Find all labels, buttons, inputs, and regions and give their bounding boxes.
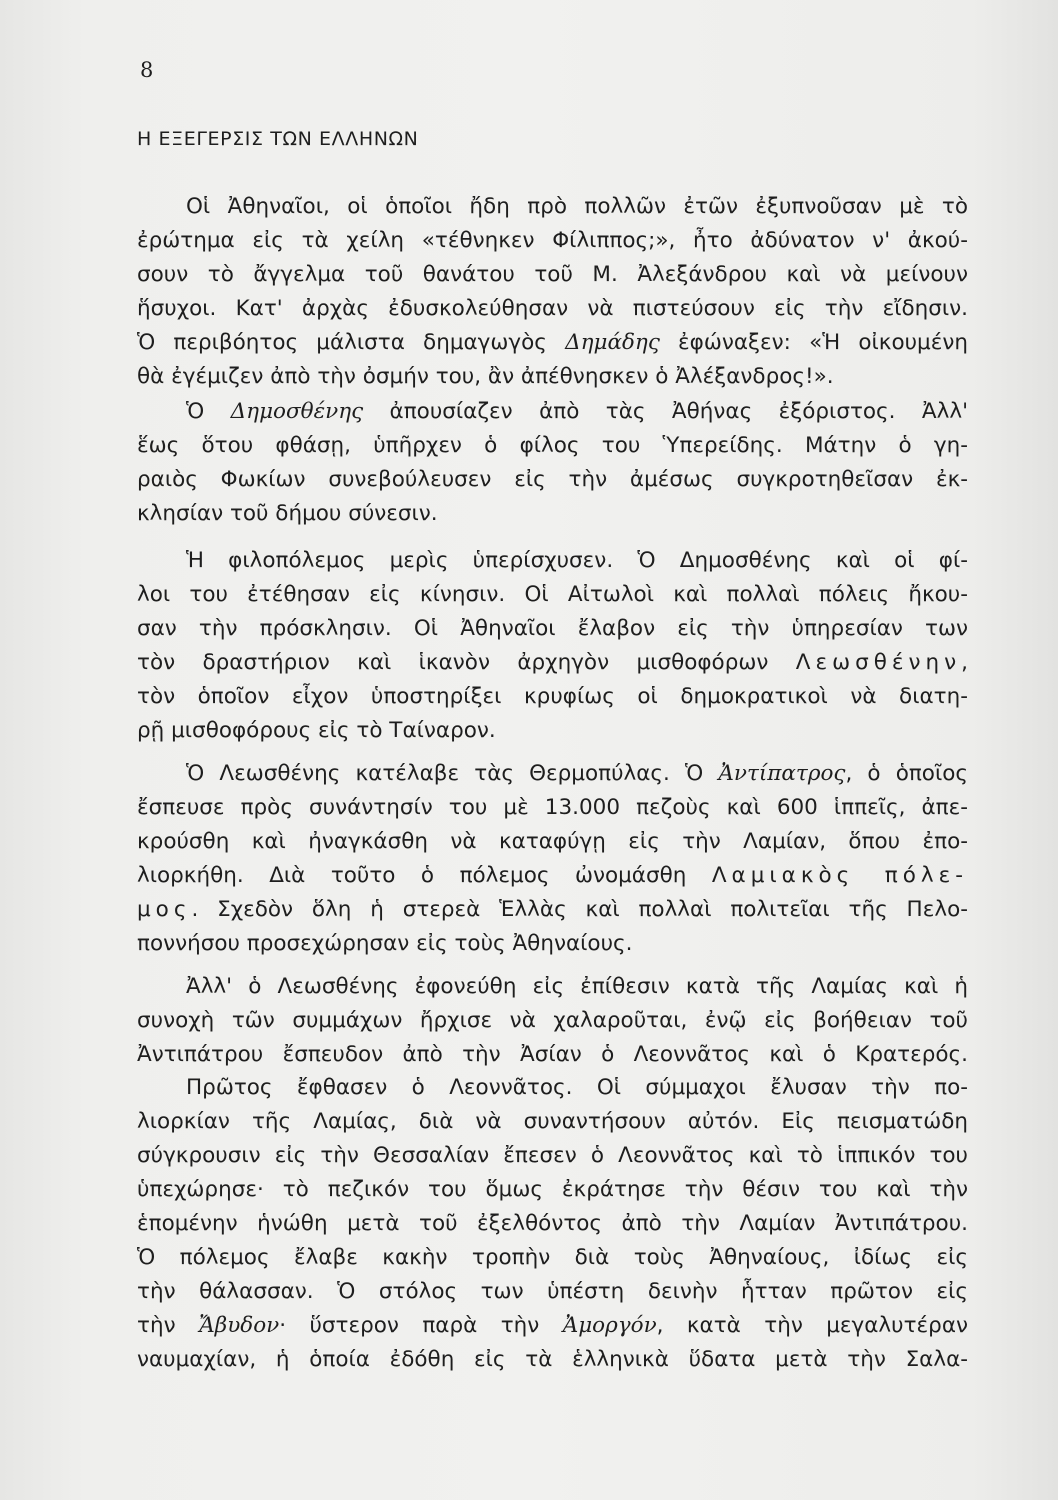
text-run: , ὁ ὁποῖος — [845, 761, 968, 786]
italic-name: Δημάδης — [565, 330, 660, 355]
text-run: τὸν δραστήριον καὶ ἱκανὸν ἀρχηγὸν μισθοφόρων — [137, 650, 796, 675]
text-line: ρῇ μισθοφόρους εἰς τὸ Ταίναρον. — [137, 718, 496, 743]
text-run: Ὁ περιβόητος μάλιστα δημαγωγὸς — [137, 330, 566, 355]
text-line — [137, 329, 968, 357]
italic-name: Ἄβυδον — [199, 1313, 280, 1338]
spaced-name: Λαμιακὸς πόλε- — [711, 863, 968, 888]
text-run: Ὁ — [186, 399, 231, 424]
text-run: λιορκήθη. Διὰ τοῦτο ὁ πόλεμος ὠνομάσθη — [137, 863, 712, 888]
text-line: ποννήσου προσεχώρησαν εἰς τοὺς Ἀθηναίους. — [137, 931, 633, 956]
italic-name: Ἀντίπατρος — [718, 761, 846, 786]
spaced-name: μος — [137, 897, 192, 922]
italic-name: Ἀμοργόν — [562, 1313, 657, 1338]
text-line: ἥσυχοι. Κατ' ἀρχὰς ἐδυσκολεύθησαν νὰ πιστεύσουν εἰς τὴν εἴδησιν. — [137, 296, 968, 321]
text-line: ναυμαχίαν, ἡ ὁποία ἐδόθη εἰς τὰ ἑλληνικὰ ὕδατα μετὰ τὴν Σαλα- — [137, 1347, 968, 1372]
text-line: ἕως ὅτου φθάσῃ, ὑπῆρχεν ὁ φίλος του Ὑπερείδης. Μάτην ὁ γη- — [137, 433, 968, 458]
text-run: , κατὰ τὴν μεγαλυτέραν — [656, 1313, 968, 1338]
text-line: Πρῶτος ἔφθασεν ὁ Λεοννᾶτος. Οἱ σύμμαχοι ἔλυσαν τὴν πο- — [186, 1075, 968, 1100]
text-line: ἔσπευσε πρὸς συνάντησίν του μὲ 13.000 πεζοὺς καὶ 600 ἱππεῖς, ἀπε- — [137, 795, 968, 820]
text-line — [186, 398, 968, 426]
text-line — [137, 862, 968, 890]
text-line: Ὁ πόλεμος ἔλαβε κακὴν τροπὴν διὰ τοὺς Ἀθηναίους, ἰδίως εἰς — [137, 1245, 968, 1270]
text-run: · ὕστερον παρὰ τὴν — [279, 1313, 563, 1338]
italic-name: Δημοσθένης — [230, 399, 364, 424]
text-line: λοι του ἐτέθησαν εἰς κίνησιν. Οἱ Αἰτωλοὶ καὶ πολλαὶ πόλεις ἤκου- — [137, 582, 968, 607]
running-head: Η ΕΞΕΓΕΡΣΙΣ ΤΩΝ ΕΛΛΗΝΩΝ — [137, 128, 419, 150]
text-line: ὑπεχώρησε· τὸ πεζικόν του ὅμως ἐκράτησε τὴν θέσιν του καὶ τὴν — [137, 1177, 968, 1202]
text-line: σουν τὸ ἄγγελμα τοῦ θανάτου τοῦ Μ. Ἀλεξάνδρου καὶ νὰ μείνουν — [137, 262, 968, 287]
text-line: σαν τὴν πρόσκλησιν. Οἱ Ἀθηναῖοι ἔλαβον εἰς τὴν ὑπηρεσίαν των — [137, 616, 968, 641]
text-line — [186, 760, 968, 788]
text-line: συνοχὴ τῶν συμμάχων ἤρχισε νὰ χαλαροῦται, ἐνῷ εἰς βοήθειαν τοῦ — [137, 1008, 968, 1033]
text-line — [137, 649, 968, 677]
text-line — [137, 896, 968, 924]
text-run: ἐφώναξεν: «Ἡ οἰκουμένη — [659, 330, 968, 355]
text-line: λιορκίαν τῆς Λαμίας, διὰ νὰ συναντήσουν αὐτόν. Εἰς πεισματώδη — [137, 1109, 968, 1134]
text-line: ἐρώτημα εἰς τὰ χείλη «τέθνηκεν Φίλιππος;», ἦτο ἀδύνατον ν' ἀκού- — [137, 228, 968, 253]
text-line: τὸν ὁποῖον εἶχον ὑποστηρίξει κρυφίως οἱ δημοκρατικοὶ νὰ διατη- — [137, 684, 968, 709]
text-line: Ἡ φιλοπόλεμος μερὶς ὑπερίσχυσεν. Ὁ Δημοσθένης καὶ οἱ φί- — [186, 548, 968, 573]
text-run: . Σχεδὸν ὅλη ἡ στερεὰ Ἑλλὰς καὶ πολλαὶ πολιτεῖαι τῆς Πελο- — [191, 897, 968, 922]
text-line: κλησίαν τοῦ δήμου σύνεσιν. — [137, 501, 438, 526]
text-line — [137, 1312, 968, 1340]
page-number: 8 — [140, 58, 154, 82]
text-line: Ἀντιπάτρου ἔσπευδον ἀπὸ τὴν Ἀσίαν ὁ Λεοννᾶτος καὶ ὁ Κρατερός. — [137, 1042, 968, 1067]
text-run: τὴν — [137, 1313, 199, 1338]
spaced-name: Λεωσθένην — [795, 650, 962, 675]
text-line: θὰ ἐγέμιζεν ἀπὸ τὴν ὀσμήν του, ἂν ἀπέθνησκεν ὁ Ἀλέξανδρος!». — [137, 364, 834, 389]
text-line: κρούσθη καὶ ἠναγκάσθη νὰ καταφύγῃ εἰς τὴν Λαμίαν, ὅπου ἐπο- — [137, 829, 968, 854]
text-line: Οἱ Ἀθηναῖοι, οἱ ὁποῖοι ἤδη πρὸ πολλῶν ἐτῶν ἐξυπνοῦσαν μὲ τὸ — [186, 194, 968, 219]
text-line: Ἀλλ' ὁ Λεωσθένης ἐφονεύθη εἰς ἐπίθεσιν κατὰ τῆς Λαμίας καὶ ἡ — [186, 974, 968, 999]
text-run: ἀπουσίαζεν ἀπὸ τὰς Ἀθήνας ἐξόριστος. Ἀλλ' — [363, 399, 968, 424]
text-line: ἑπομένην ἡνώθη μετὰ τοῦ ἐξελθόντος ἀπὸ τὴν Λαμίαν Ἀντιπάτρου. — [137, 1211, 968, 1236]
text-line: ραιὸς Φωκίων συνεβούλευσεν εἰς τὴν ἀμέσως συγκροτηθεῖσαν ἐκ- — [137, 467, 968, 492]
text-run: , — [961, 650, 968, 675]
text-line: σύγκρουσιν εἰς τὴν Θεσσαλίαν ἔπεσεν ὁ Λεοννᾶτος καὶ τὸ ἱππικόν του — [137, 1143, 968, 1168]
text-line: τὴν θάλασσαν. Ὁ στόλος των ὑπέστη δεινὴν ἧτταν πρῶτον εἰς — [137, 1279, 968, 1304]
text-run: Ὁ Λεωσθένης κατέλαβε τὰς Θερμοπύλας. Ὁ — [186, 761, 719, 786]
